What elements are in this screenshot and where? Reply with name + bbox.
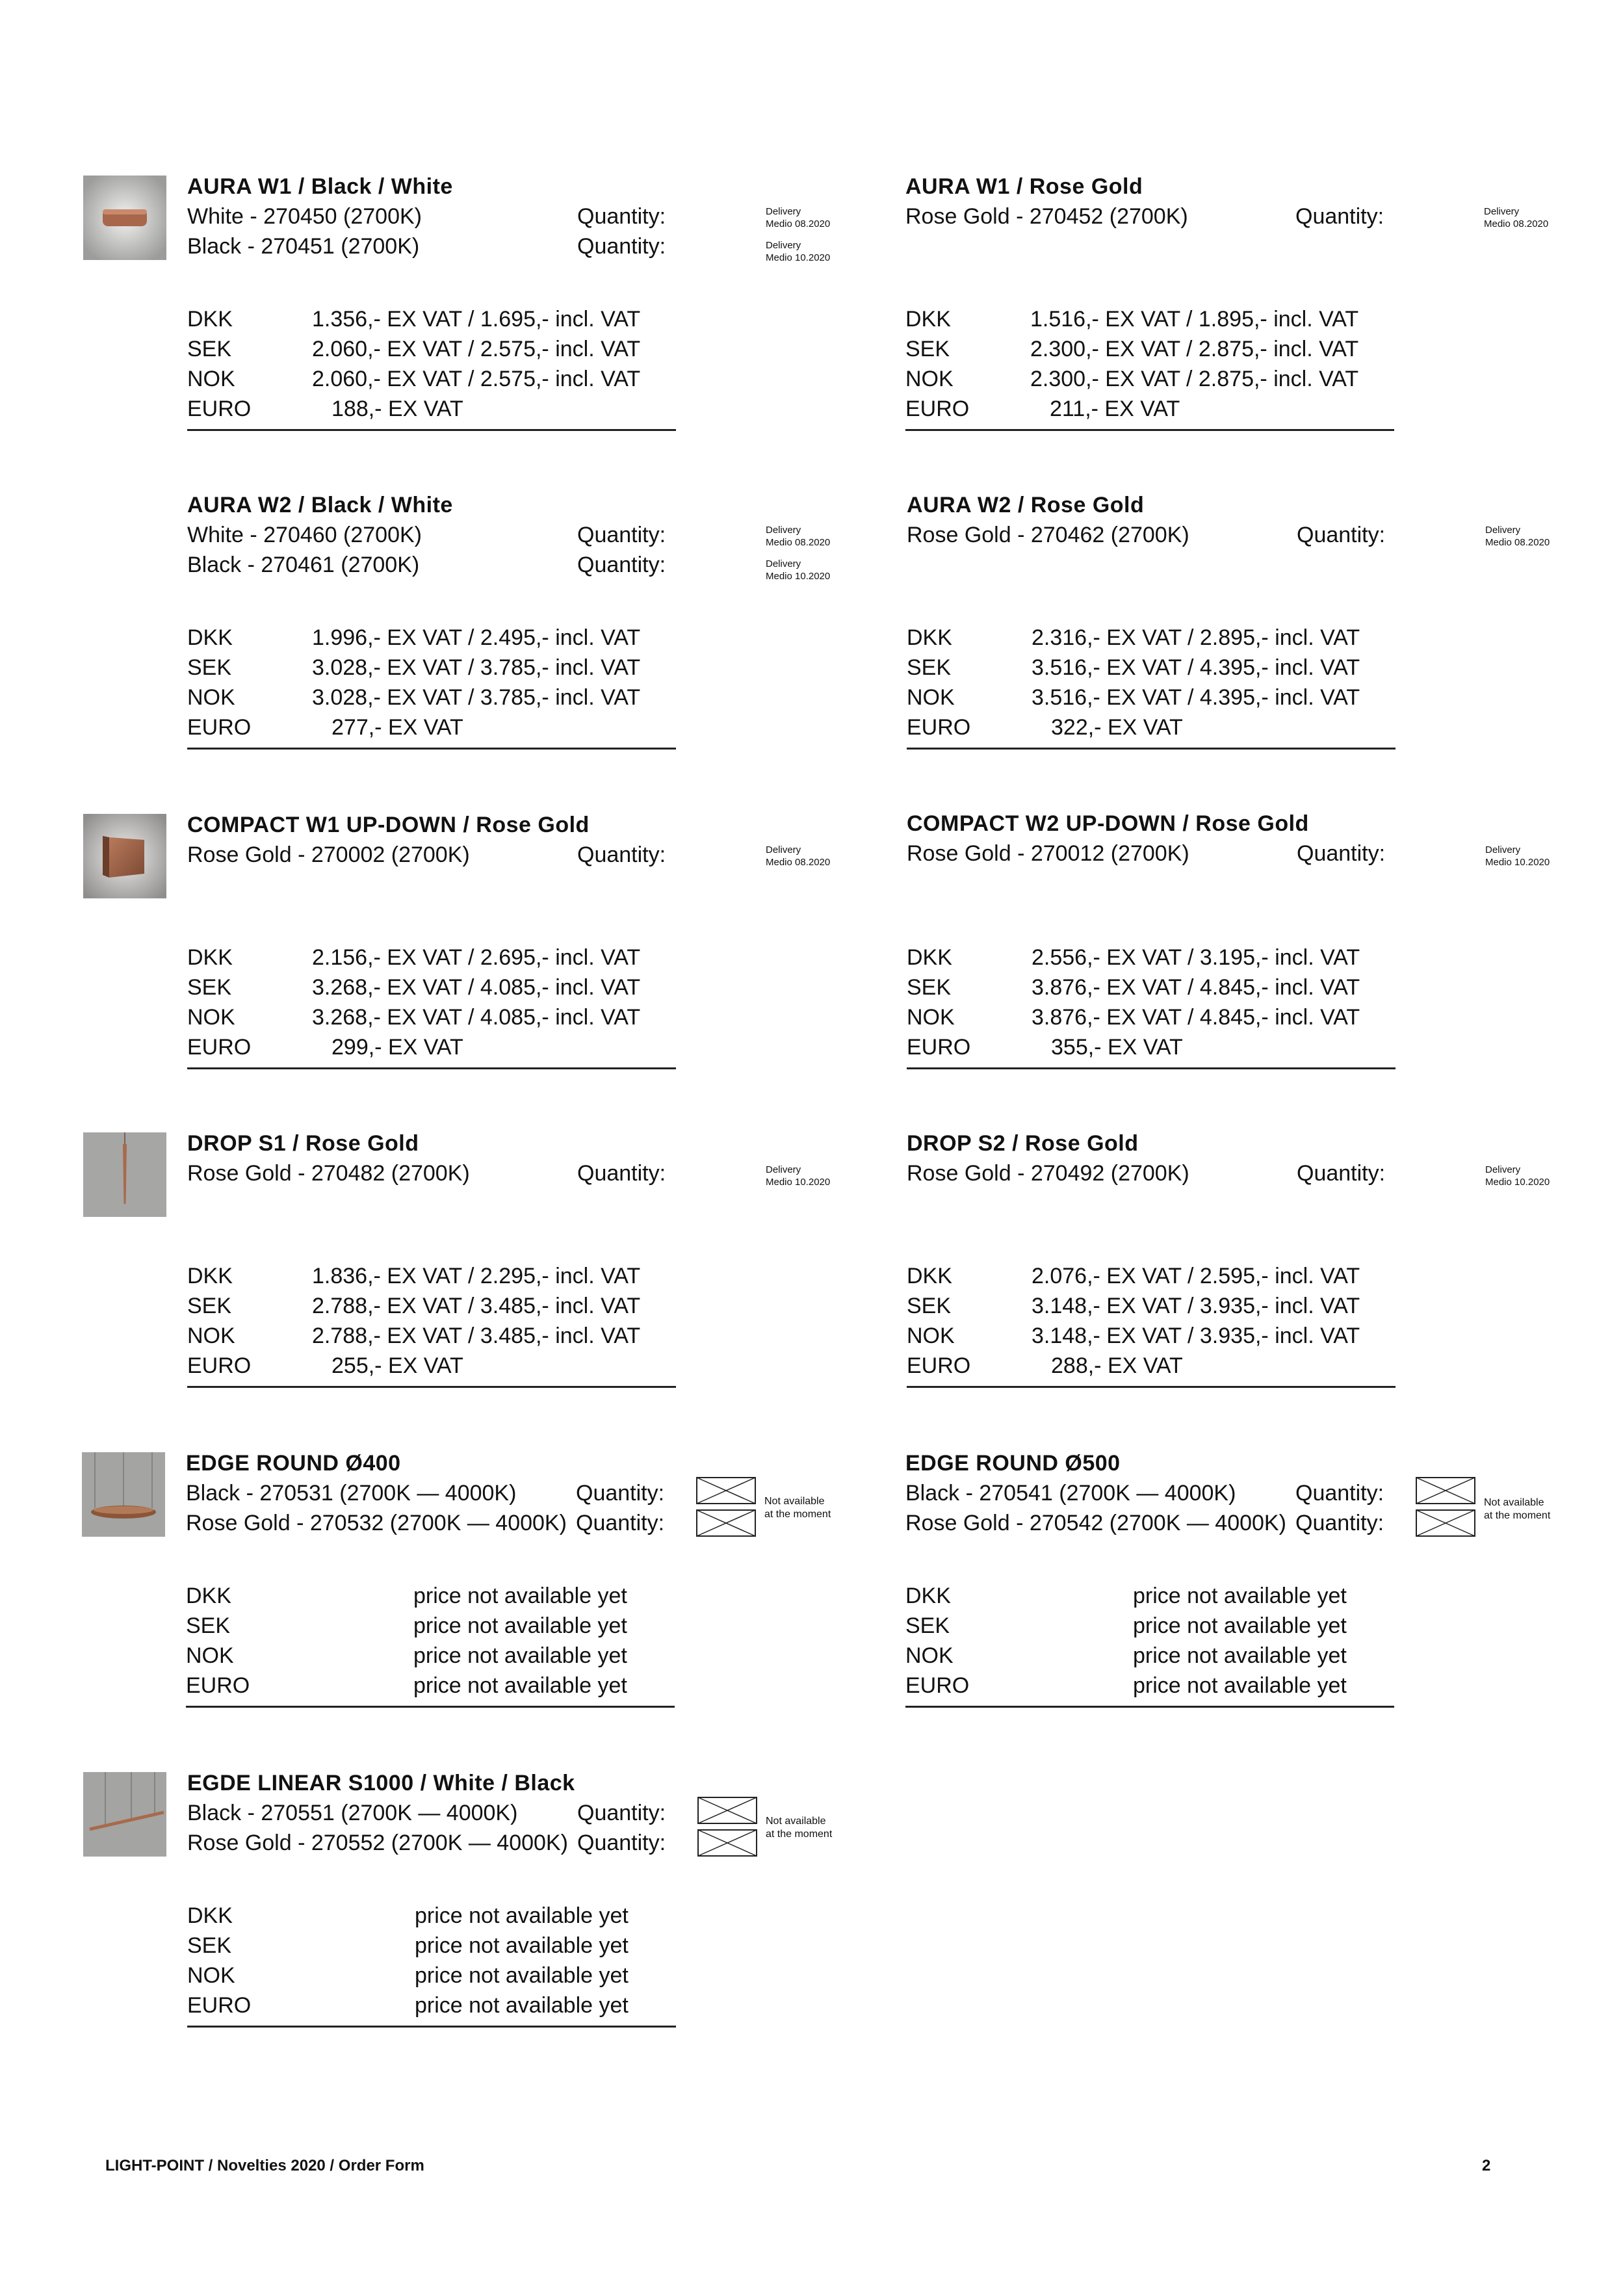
- product-title: COMPACT W2 UP-DOWN / Rose Gold: [907, 811, 1309, 836]
- product-title: DROP S1 / Rose Gold: [187, 1131, 419, 1156]
- checkbox-crossed-icon[interactable]: [696, 1509, 756, 1537]
- quantity-field[interactable]: Quantity:: [576, 1481, 665, 1506]
- edge-round-lamp-image: [82, 1452, 165, 1537]
- product-title: EGDE LINEAR S1000 / White / Black: [187, 1771, 575, 1795]
- quantity-field[interactable]: Quantity:: [576, 1511, 665, 1535]
- quantity-field[interactable]: Quantity:: [577, 1831, 666, 1855]
- quantity-field[interactable]: Quantity:: [1295, 1481, 1384, 1506]
- variant-label: Rose Gold - 270552 (2700K — 4000K): [187, 1831, 568, 1855]
- quantity-field[interactable]: Quantity:: [577, 1801, 666, 1825]
- divider: [186, 1706, 675, 1708]
- delivery-note: Delivery Medio 08.2020: [766, 206, 831, 229]
- checkbox-crossed-icon[interactable]: [697, 1797, 757, 1824]
- edge-linear-lamp-image: [83, 1772, 166, 1857]
- delivery-note: Delivery Medio 08.2020: [766, 844, 831, 868]
- variant-label: Black - 270531 (2700K — 4000K): [186, 1481, 517, 1506]
- quantity-field[interactable]: Quantity:: [1297, 523, 1386, 547]
- divider: [187, 1386, 676, 1388]
- compact-lamp-image: [83, 814, 166, 898]
- variant-label: Rose Gold - 270542 (2700K — 4000K): [905, 1511, 1286, 1535]
- divider: [187, 429, 676, 431]
- quantity-field[interactable]: Quantity:: [1297, 841, 1386, 866]
- product-title: AURA W1 / Rose Gold: [905, 174, 1143, 199]
- variant-label: Rose Gold - 270482 (2700K): [187, 1161, 470, 1186]
- delivery-note: Delivery Medio 10.2020: [766, 240, 831, 263]
- delivery-note: Delivery Medio 10.2020: [1485, 844, 1550, 868]
- variant-label: White - 270450 (2700K): [187, 204, 422, 229]
- divider: [907, 1067, 1396, 1069]
- quantity-field[interactable]: Quantity:: [577, 553, 666, 577]
- page-number: 2: [1482, 2157, 1491, 2174]
- footer-title: LIGHT-POINT / Novelties 2020 / Order Form: [105, 2157, 424, 2174]
- checkbox-crossed-icon[interactable]: [696, 1477, 756, 1504]
- not-available-note: Not available at the moment: [766, 1816, 833, 1840]
- quantity-field[interactable]: Quantity:: [577, 204, 666, 229]
- delivery-note: Delivery Medio 08.2020: [1484, 206, 1549, 229]
- variant-label: Black - 270461 (2700K): [187, 553, 420, 577]
- product-title: AURA W2 / Black / White: [187, 493, 453, 517]
- not-available-note: Not available at the moment: [1484, 1497, 1551, 1521]
- divider: [187, 2026, 676, 2028]
- variant-label: Rose Gold - 270492 (2700K): [907, 1161, 1189, 1186]
- delivery-note: Delivery Medio 10.2020: [766, 558, 831, 582]
- divider: [907, 748, 1396, 750]
- checkbox-crossed-icon[interactable]: [697, 1829, 757, 1857]
- delivery-note: Delivery Medio 10.2020: [766, 1164, 831, 1188]
- variant-label: Black - 270451 (2700K): [187, 234, 420, 259]
- variant-label: Rose Gold - 270012 (2700K): [907, 841, 1189, 866]
- variant-label: Black - 270551 (2700K — 4000K): [187, 1801, 518, 1825]
- product-title: AURA W2 / Rose Gold: [907, 493, 1145, 517]
- divider: [905, 429, 1394, 431]
- product-title: EDGE ROUND Ø500: [905, 1451, 1121, 1476]
- checkbox-crossed-icon[interactable]: [1416, 1477, 1475, 1504]
- variant-label: Rose Gold - 270532 (2700K — 4000K): [186, 1511, 567, 1535]
- delivery-note: Delivery Medio 08.2020: [1485, 525, 1550, 548]
- variant-label: White - 270460 (2700K): [187, 523, 422, 547]
- checkbox-crossed-icon[interactable]: [1416, 1509, 1475, 1537]
- product-title: EDGE ROUND Ø400: [186, 1451, 401, 1476]
- quantity-field[interactable]: Quantity:: [1295, 204, 1384, 229]
- drop-lamp-image: [83, 1132, 166, 1217]
- divider: [187, 748, 676, 750]
- wall-lamp-image: [83, 176, 166, 260]
- quantity-field[interactable]: Quantity:: [577, 523, 666, 547]
- variant-label: Rose Gold - 270452 (2700K): [905, 204, 1188, 229]
- quantity-field[interactable]: Quantity:: [577, 1161, 666, 1186]
- divider: [905, 1706, 1394, 1708]
- variant-label: Rose Gold - 270002 (2700K): [187, 842, 470, 867]
- product-title: AURA W1 / Black / White: [187, 174, 453, 199]
- quantity-field[interactable]: Quantity:: [577, 234, 666, 259]
- product-title: DROP S2 / Rose Gold: [907, 1131, 1139, 1156]
- quantity-field[interactable]: Quantity:: [577, 842, 666, 867]
- not-available-note: Not available at the moment: [764, 1496, 831, 1520]
- variant-label: Rose Gold - 270462 (2700K): [907, 523, 1189, 547]
- delivery-note: Delivery Medio 10.2020: [1485, 1164, 1550, 1188]
- quantity-field[interactable]: Quantity:: [1295, 1511, 1384, 1535]
- delivery-note: Delivery Medio 08.2020: [766, 525, 831, 548]
- quantity-field[interactable]: Quantity:: [1297, 1161, 1386, 1186]
- product-title: COMPACT W1 UP-DOWN / Rose Gold: [187, 813, 590, 837]
- divider: [907, 1386, 1396, 1388]
- variant-label: Black - 270541 (2700K — 4000K): [905, 1481, 1236, 1506]
- divider: [187, 1067, 676, 1069]
